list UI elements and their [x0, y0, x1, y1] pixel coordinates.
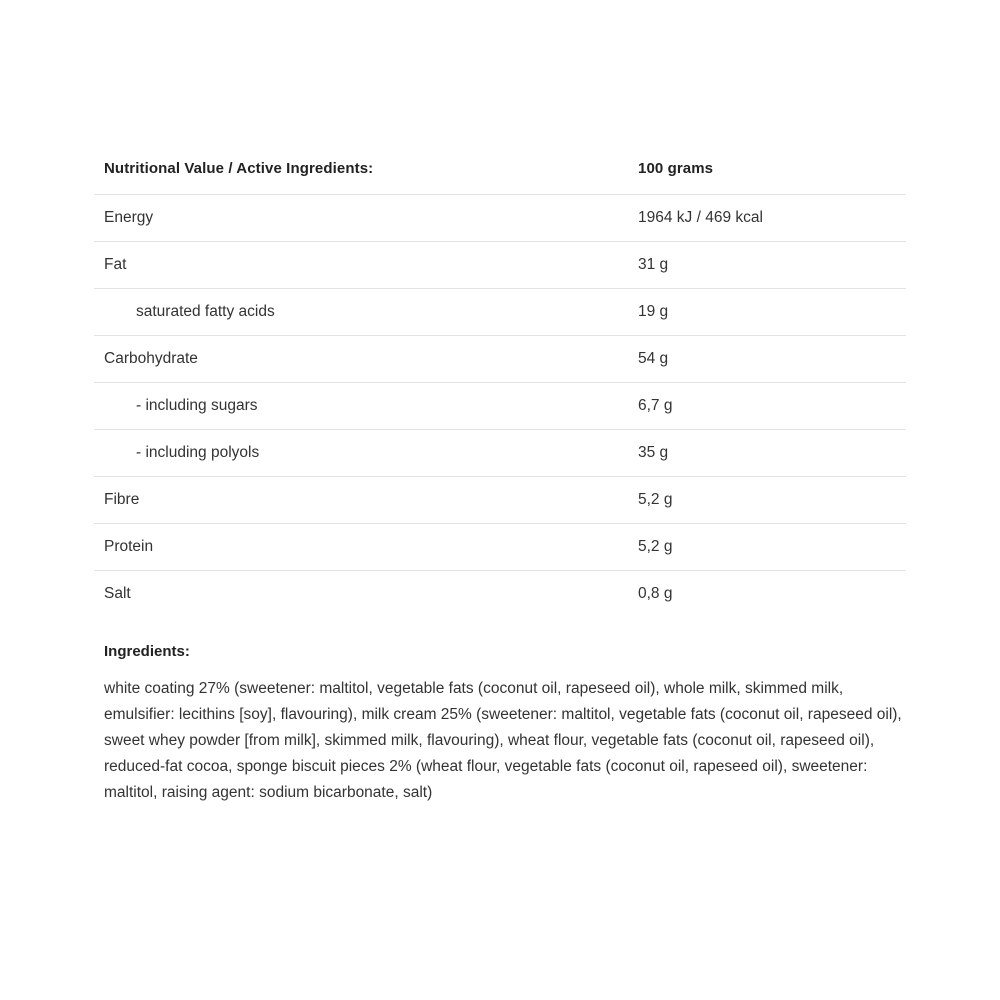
header-value: 100 grams — [638, 160, 714, 177]
table-row — [94, 430, 906, 477]
row-value: 5,2 g — [638, 538, 673, 555]
nutrition-table — [94, 160, 906, 617]
row-label: - including polyols — [136, 444, 260, 461]
row-label: Fat — [104, 256, 127, 273]
table-row — [94, 336, 906, 383]
table-row — [94, 477, 906, 524]
table-row — [94, 571, 906, 618]
row-value: 35 g — [638, 444, 669, 461]
row-value: 54 g — [638, 350, 669, 367]
table-row — [94, 195, 906, 242]
row-value: 0,8 g — [638, 585, 673, 602]
table-row — [94, 524, 906, 571]
table-header — [94, 160, 906, 195]
row-label: Energy — [104, 209, 154, 226]
row-label: saturated fatty acids — [136, 303, 275, 320]
row-label: Salt — [104, 585, 131, 602]
row-value: 1964 kJ / 469 kcal — [638, 209, 763, 226]
table-row — [94, 383, 906, 430]
row-value: 31 g — [638, 256, 669, 273]
row-label: Fibre — [104, 491, 140, 508]
row-value: 6,7 g — [638, 397, 673, 414]
row-label: Protein — [104, 538, 154, 555]
table-row — [94, 242, 906, 289]
ingredients-title: Ingredients: — [104, 643, 190, 660]
ingredients-text: white coating 27% (sweetener: maltitol, vegetable fats (coconut oil, rapeseed oil), whole milk, skimmed milk, emulsifier: lecithins [soy], flavouring), milk cream 25% (sweetener: maltitol, vegetable fats (coconut oil, rapeseed oil), sweet whey powder [from milk], skimmed milk, flavouring), wheat flour, vegetable fats (coconut oil, rapeseed oil), reduced-fat cocoa, sponge biscuit pieces 2% (wheat flour, vegetable fats (coconut oil, rapeseed oil), sweetener: maltitol, raising agent: sodium bicarbonate, salt) — [104, 680, 902, 801]
content-area — [94, 160, 906, 806]
header-label: Nutritional Value / Active Ingredients: — [104, 160, 374, 177]
row-label: - including sugars — [136, 397, 258, 414]
ingredients-section — [94, 643, 906, 806]
table-body — [94, 195, 906, 618]
row-value: 5,2 g — [638, 491, 673, 508]
table-row — [94, 289, 906, 336]
row-label: Carbohydrate — [104, 350, 198, 367]
row-value: 19 g — [638, 303, 669, 320]
table-header-row — [94, 160, 906, 195]
